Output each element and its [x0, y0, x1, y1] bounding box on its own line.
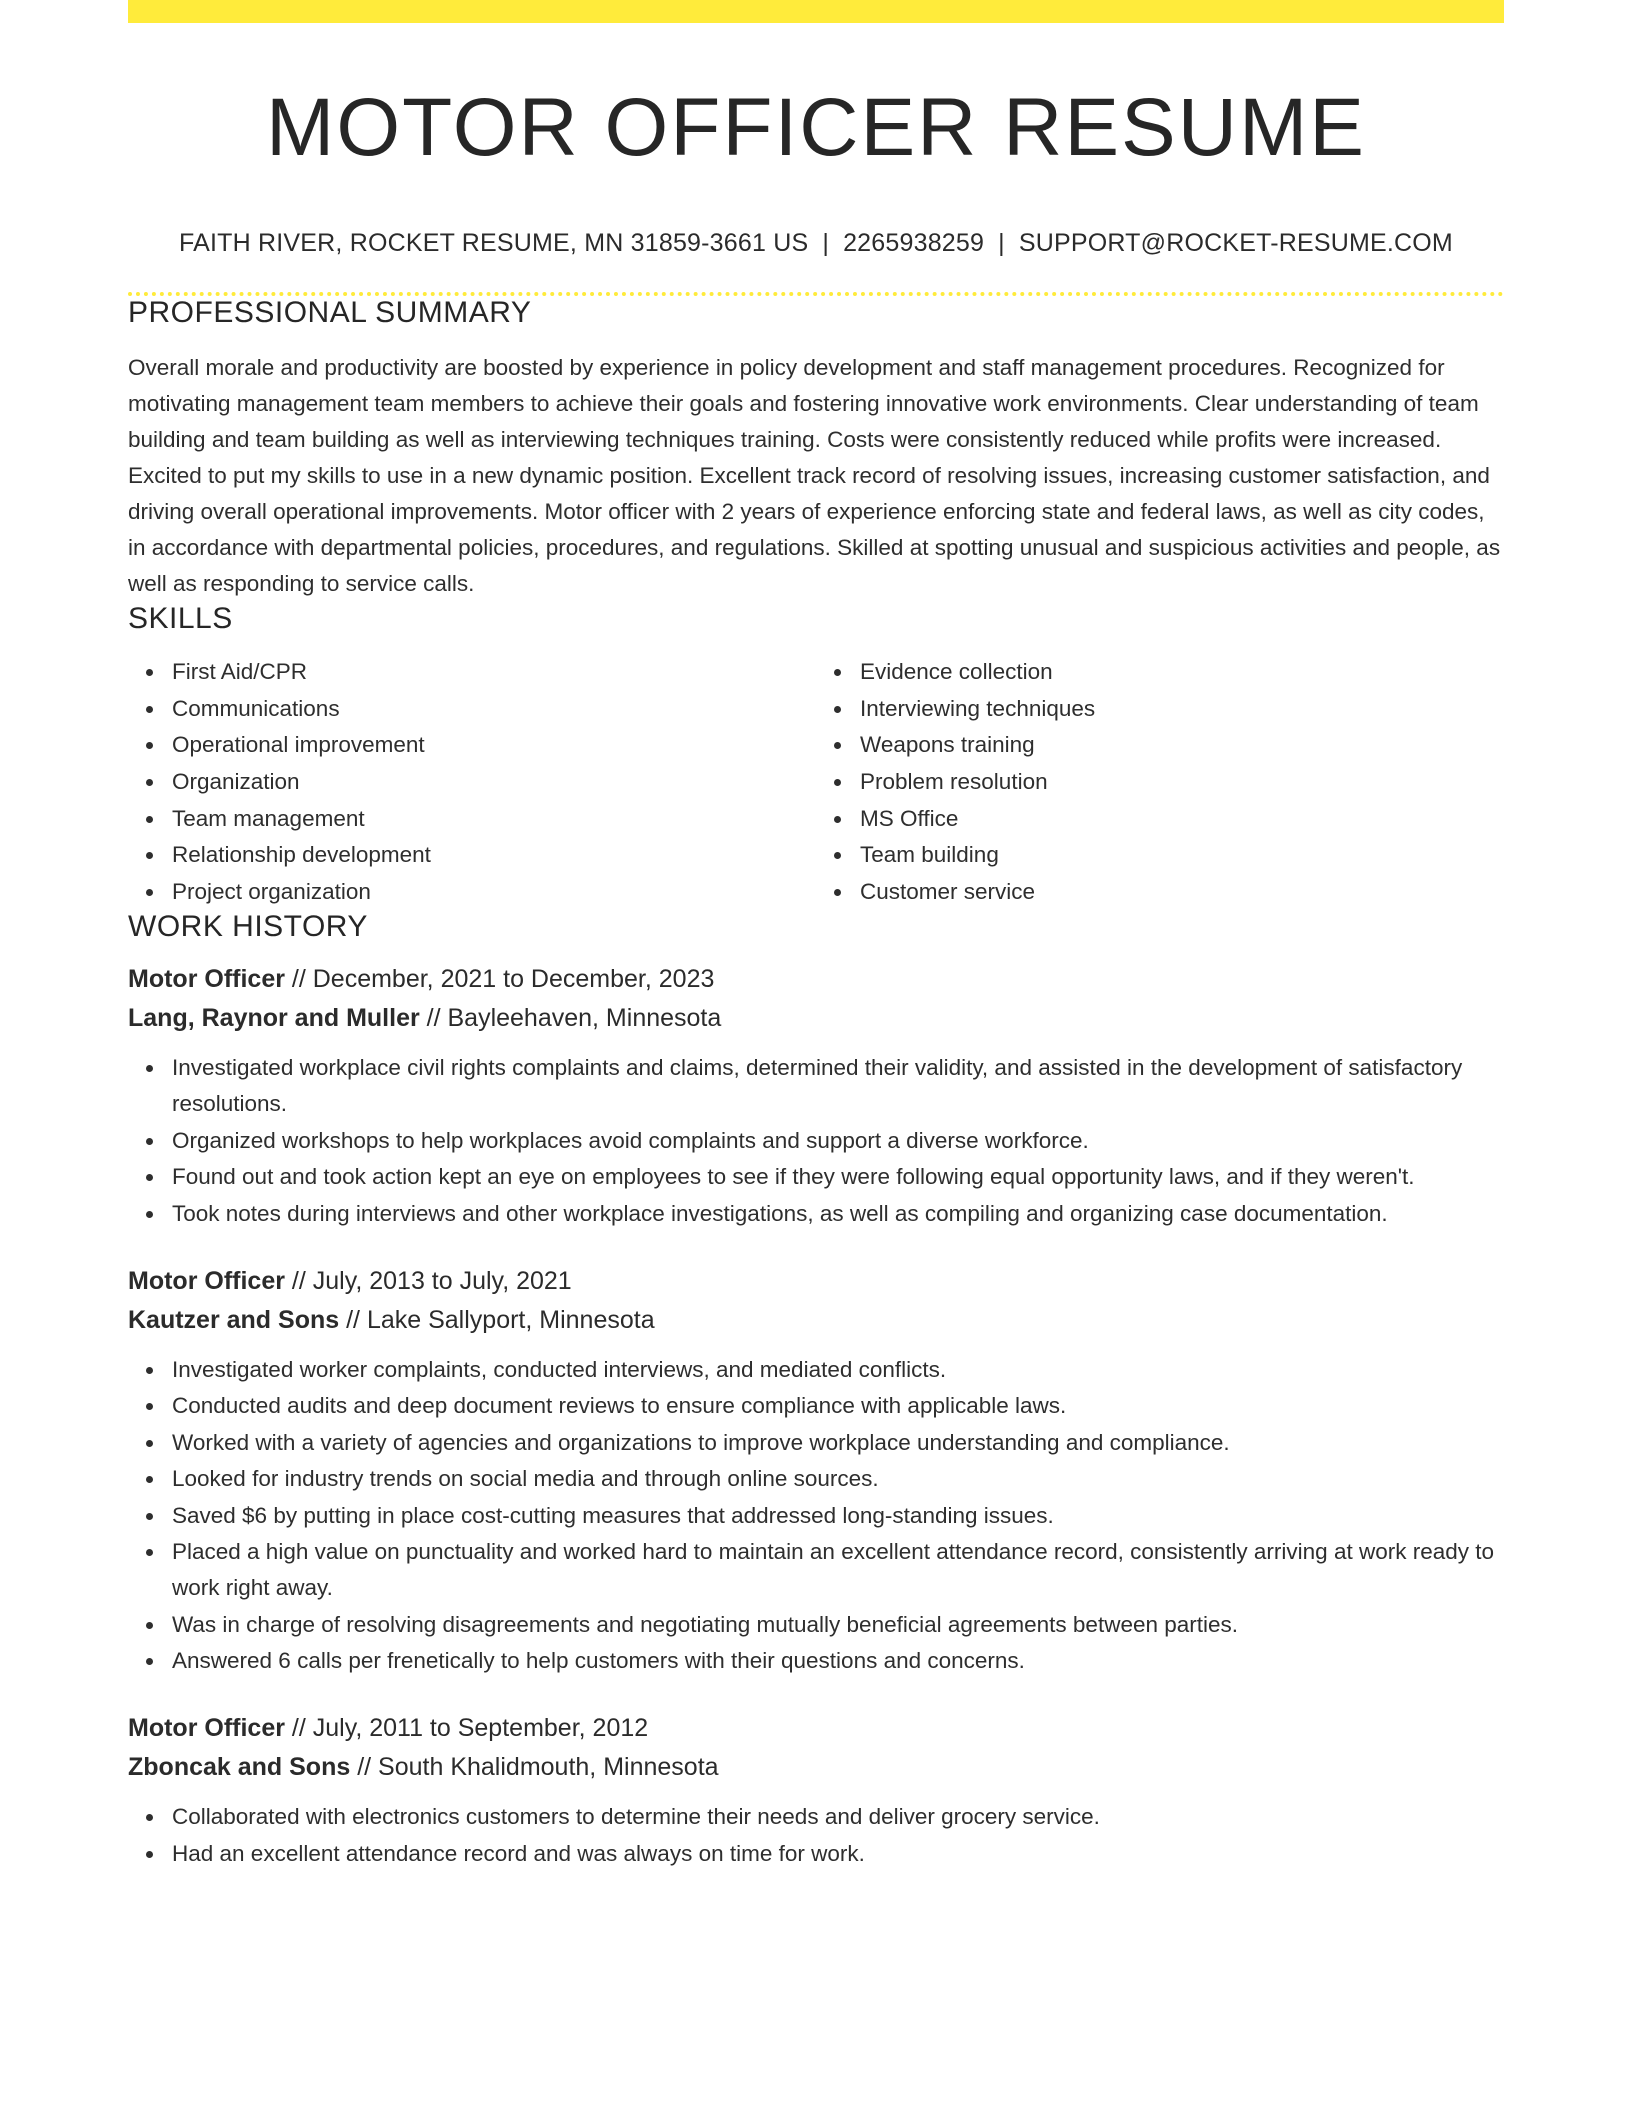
job-bullet: Collaborated with electronics customers to determine their needs and deliver grocery service.	[172, 1799, 1504, 1835]
skill-item: Project organization	[172, 874, 816, 910]
skill-item: Problem resolution	[860, 764, 1504, 800]
job-company-line	[128, 1301, 1504, 1340]
top-accent-bar	[128, 0, 1504, 23]
job-title: Motor Officer	[128, 965, 285, 994]
job-company: Zboncak and Sons	[128, 1753, 351, 1782]
job-company-line	[128, 999, 1504, 1038]
job-company: Lang, Raynor and Muller	[128, 1004, 420, 1033]
job-dates: // July, 2013 to July, 2021	[284, 1266, 572, 1295]
contact-line	[128, 229, 1504, 258]
job-bullets	[128, 1352, 1504, 1680]
skill-item: Communications	[172, 691, 816, 727]
job-bullet: Investigated worker complaints, conducted interviews, and mediated conflicts.	[172, 1352, 1504, 1388]
contact-phone: 2265938259	[843, 229, 985, 258]
job-company: Kautzer and Sons	[128, 1305, 340, 1334]
job-bullet: Was in charge of resolving disagreements and negotiating mutually beneficial agreements between parties.	[172, 1607, 1504, 1643]
job-title-line	[128, 1709, 1504, 1748]
job-location: // South Khalidmouth, Minnesota	[350, 1753, 719, 1782]
job-bullet: Placed a high value on punctuality and worked hard to maintain an excellent attendance record, consistently arriving at work ready to work right away.	[172, 1534, 1504, 1606]
job-dates: // December, 2021 to December, 2023	[284, 965, 715, 994]
skill-item: Evidence collection	[860, 654, 1504, 690]
resume-page	[128, 0, 1504, 1872]
skill-item: MS Office	[860, 801, 1504, 837]
job-bullet: Organized workshops to help workplaces avoid complaints and support a diverse workforce.	[172, 1123, 1504, 1159]
job-location: // Lake Sallyport, Minnesota	[339, 1305, 655, 1334]
contact-separator: |	[998, 229, 1005, 258]
skills-list	[128, 654, 1504, 910]
job-title-line	[128, 960, 1504, 999]
job-entry	[128, 1262, 1504, 1680]
skill-item: Operational improvement	[172, 727, 816, 763]
skills-column-right	[816, 654, 1504, 910]
job-dates: // July, 2011 to September, 2012	[284, 1714, 649, 1743]
summary-text: Overall morale and productivity are boosted by experience in policy development and staff management procedures. Recognized for motivating management team members to achieve their goals and fostering innovative work environments. Clear understanding of team building and team building as well as interviewing techniques training. Costs were consistently reduced while profits were increased. Excited to put my skills to use in a new dynamic position. Excellent track record of resolving issues, increasing customer satisfaction, and driving overall operational improvements. Motor officer with 2 years of experience enforcing state and federal laws, as well as city codes, in accordance with departmental policies, procedures, and regulations. Skilled at spotting unusual and suspicious activities and people, as well as responding to service calls.	[128, 355, 1501, 597]
skills-column-left	[128, 654, 816, 910]
skill-item: Organization	[172, 764, 816, 800]
resume-title: MOTOR OFFICER RESUME	[266, 82, 1366, 173]
skill-item: First Aid/CPR	[172, 654, 816, 690]
job-title: Motor Officer	[128, 1266, 285, 1295]
contact-email: SUPPORT@ROCKET-RESUME.COM	[1018, 229, 1453, 258]
job-bullet: Worked with a variety of agencies and organizations to improve workplace understanding and compliance.	[172, 1425, 1504, 1461]
skill-item: Interviewing techniques	[860, 691, 1504, 727]
job-bullet: Saved $6 by putting in place cost-cutting measures that addressed long-standing issues.	[172, 1498, 1504, 1534]
job-bullets	[128, 1050, 1504, 1232]
job-bullet: Answered 6 calls per frenetically to help customers with their questions and concerns.	[172, 1643, 1504, 1679]
job-location: // Bayleehaven, Minnesota	[419, 1004, 722, 1033]
job-bullet: Had an excellent attendance record and was always on time for work.	[172, 1836, 1504, 1872]
skill-item: Team management	[172, 801, 816, 837]
summary-heading: PROFESSIONAL SUMMARY	[128, 296, 532, 330]
job-entry	[128, 1709, 1504, 1872]
job-title-line	[128, 1262, 1504, 1301]
work-history-heading: WORK HISTORY	[128, 910, 368, 944]
job-title: Motor Officer	[128, 1714, 285, 1743]
skill-item: Team building	[860, 837, 1504, 873]
job-bullet: Looked for industry trends on social media and through online sources.	[172, 1461, 1504, 1497]
contact-address: FAITH RIVER, ROCKET RESUME, MN 31859-3661 US	[179, 229, 809, 258]
skills-heading: SKILLS	[128, 602, 233, 636]
job-bullets	[128, 1799, 1504, 1872]
skill-item: Weapons training	[860, 727, 1504, 763]
job-bullet: Conducted audits and deep document reviews to ensure compliance with applicable laws.	[172, 1388, 1504, 1424]
job-bullet: Found out and took action kept an eye on employees to see if they were following equal opportunity laws, and if they weren't.	[172, 1159, 1504, 1195]
skill-item: Relationship development	[172, 837, 816, 873]
job-bullet: Took notes during interviews and other workplace investigations, as well as compiling and organizing case documentation.	[172, 1196, 1504, 1232]
job-company-line	[128, 1748, 1504, 1787]
job-entry	[128, 960, 1504, 1232]
contact-separator: |	[822, 229, 830, 258]
job-bullet: Investigated workplace civil rights complaints and claims, determined their validity, and assisted in the development of satisfactory resolutions.	[172, 1050, 1504, 1122]
skill-item: Customer service	[860, 874, 1504, 910]
